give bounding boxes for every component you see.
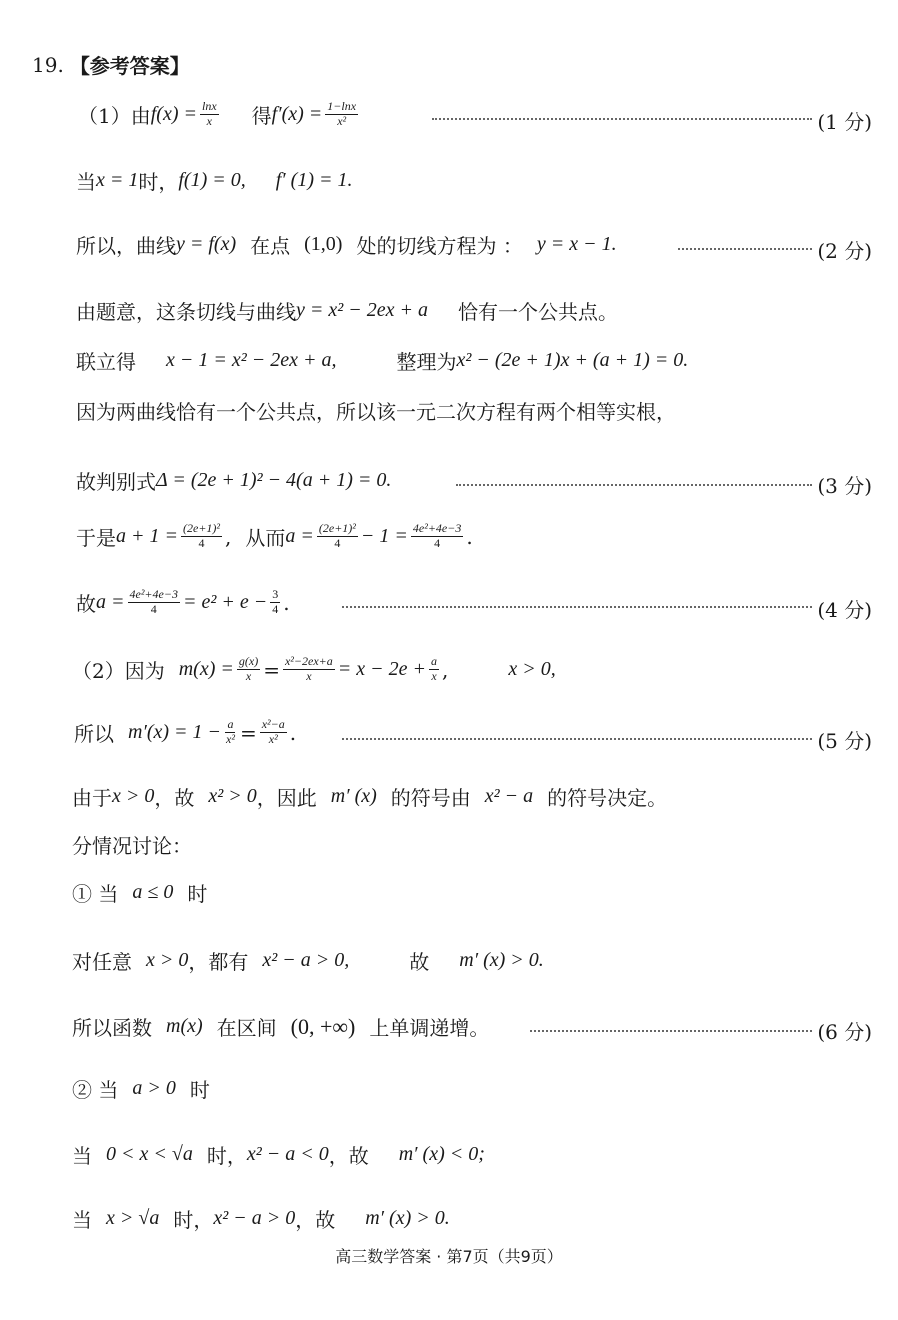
score-6: (6 分) [817, 1020, 872, 1044]
score-3: (3 分) [817, 474, 872, 498]
dot-leader [456, 484, 812, 486]
dot-leader [342, 738, 812, 740]
question-number: 19. [32, 52, 64, 77]
case-1-heading: ① 当 a ≤ 0 时 [72, 881, 208, 906]
dot-leader [530, 1030, 812, 1032]
dot-leader [432, 118, 812, 120]
step-cases: 分情况讨论： [72, 834, 192, 858]
score-4: (4 分) [817, 598, 872, 622]
step-tangent-line: 所以，曲线 y = f(x) 在点 (1,0) 处的切线方程为 ： y = x − 1. [76, 233, 617, 258]
step-part2-define: （2）因为 m(x) = $\frac{g(x)}{x}$ = $\frac{\text{x²−2ex+a}}{x}$ = x − 2e + $\frac{a}{x}$ , x > 0, [72, 654, 556, 683]
score-2: (2 分) [817, 239, 872, 263]
question-header [32, 50, 190, 79]
case-1-detail: 对任意 x > 0 ，都有 x² − a > 0, 故 m′ (x) > 0. [72, 949, 544, 974]
step-combine: 联立得 x − 1 = x² − 2ex + a, 整理为 x² − (2e + 1)x + (a + 1) = 0. [76, 349, 689, 374]
bleed-through-artifact [290, 1268, 590, 1288]
case-1-conclusion: 所以函数 m(x) 在区间 (0, +∞) 上单调递增。 [72, 1013, 490, 1040]
dot-leader [342, 606, 812, 608]
case-2-heading: ② 当 a > 0 时 [72, 1077, 210, 1102]
step-reason: 因为两曲线恰有一个公共点，所以该一元二次方程有两个相等实根， [76, 400, 676, 424]
fraction-derivative: $\frac{1-\ln x}{\text{x²}}$ [327, 99, 357, 128]
step-m-derivative: 所以 m′(x) = 1 − $\frac{a}{\text{x²}}$ = $\frac{\text{x²−a}}{\text{x²}}$ . [74, 717, 297, 746]
step-condition: 由题意，这条切线与曲线 y = x² − 2ex + a 恰有一个公共点。 [76, 299, 618, 324]
step-discriminant: 故判别式 Δ = (2e + 1)² − 4(a + 1) = 0. [76, 469, 392, 494]
step-derivative: （1）由 f(x) = $\frac{\ln x}{x}$ 得 f′(x) = $\frac{1-\ln x}{\text{x²}}$ [78, 99, 357, 128]
answer-heading: 【参考答案】 [69, 54, 190, 78]
fraction-lnx-over-x: $\frac{\ln x}{x}$ [201, 99, 217, 128]
score-5: (5 分) [817, 729, 872, 753]
case-2-range-2: 当 x > √a 时， x² − a > 0 ，故 m′ (x) > 0. [72, 1207, 450, 1232]
step-evaluate: 当 x = 1 时， f(1) = 0, f′ (1) = 1. [76, 169, 353, 194]
dot-leader [678, 248, 812, 250]
case-2-range-1: 当 0 < x < √a 时， x² − a < 0 ，故 m′ (x) < 0; [72, 1143, 485, 1168]
score-1: (1 分) [817, 110, 872, 134]
step-result-a: 故 a = $\frac{\text{4e²+4e−3}}{4}$ = e² + e − $\frac{3}{4}$ . [76, 587, 290, 616]
page-footer: 高三数学答案 · 第7页（共9页） [335, 1247, 563, 1266]
step-solve-a: 于是 a + 1 = $\frac{\text{(2e+1)²}}{4}$ , 从而 a = $\frac{\text{(2e+1)²}}{4}$ − 1 = $\frac{\text{4e²+4e−3}}{4}$ . [76, 521, 473, 550]
step-sign-analysis: 由于 x > 0 ，故 x² > 0 ，因此 m′ (x) 的符号由 x² − a 的符号决定。 [72, 785, 668, 810]
